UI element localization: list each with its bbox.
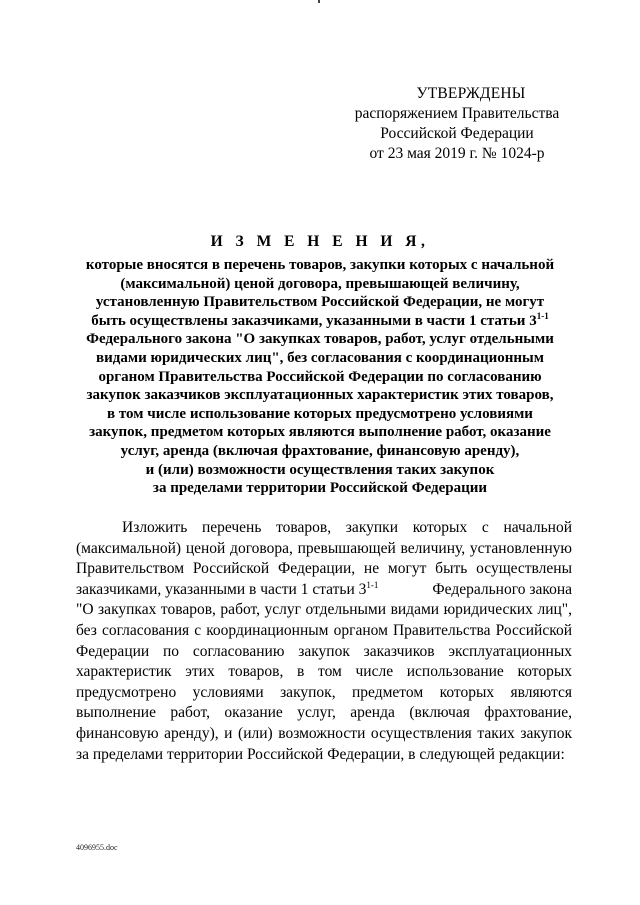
approval-title: УТВЕРЖДЕНЫ — [416, 85, 526, 102]
subheading-line: услуг, аренда (включая фрахтование, финансовую аренду), — [120, 442, 520, 459]
body-line: (максимальной) ценой договора, превышающей величину, установленную — [76, 539, 572, 557]
body-line: Изложить перечень товаров, закупки которых с начальной — [122, 519, 572, 536]
body-line: Федерации по согласованию закупок заказчиков эксплуатационных — [76, 642, 572, 660]
document-subheading — [60, 256, 580, 498]
body-line — [76, 580, 572, 601]
subheading-line: закупок заказчиков эксплуатационных характеристик этих товаров, — [86, 387, 554, 404]
subheading-line: Федерального закона "О закупках товаров, работ, услуг отдельными — [86, 331, 554, 348]
subheading-line: и (или) возможности осуществления таких закупок — [145, 461, 495, 478]
body-paragraph — [76, 518, 572, 765]
body-line: характеристик этих товаров, в том числе использование которых — [76, 663, 572, 681]
page-top-mark — [318, 0, 320, 3]
body-line: "О закупках товаров, работ, услуг отдельными видами юридических лиц", — [76, 601, 572, 619]
body-line-text: заказчиками, указанными в части 1 статьи 3 — [76, 580, 367, 598]
subheading-line: (максимальной) ценой договора, превышающей величину, — [120, 275, 520, 292]
subheading-line: за пределами территории Российской Федерации — [152, 480, 488, 497]
subheading-line: органом Правительства Российской Федерации по согласованию — [98, 368, 542, 385]
subheading-line — [60, 312, 580, 331]
approval-line-2: Российской Федерации — [380, 125, 534, 142]
body-line-part — [76, 580, 378, 601]
subheading-line: которые вносятся в перечень товаров, закупки которых с начальной — [85, 257, 555, 273]
subheading-line: в том числе использование которых предусмотрено условиями — [107, 405, 533, 422]
body-line: предусмотрено условиями закупок, предметом которых являются — [76, 683, 572, 701]
body-line: за пределами территории Российской Федерации, в следующей редакции: — [76, 745, 565, 763]
approval-line-3: от 23 мая 2019 г. № 1024-р — [369, 145, 545, 162]
body-line: выполнение работ, оказание услуг, аренда (включая фрахтование, — [76, 704, 572, 722]
subheading-line-text: быть осуществлены заказчиками, указанными в части 1 статьи 3 — [91, 312, 537, 329]
file-name-footer: 4096955.doc — [76, 843, 118, 852]
article-superscript: 1-1 — [366, 579, 379, 590]
subheading-line: установленную Правительством Российской Федерации, не могут — [95, 294, 545, 311]
approval-line-1: распоряжением Правительства — [354, 105, 560, 122]
approval-block — [352, 84, 562, 164]
subheading-line: закупок, предметом которых являются выполнение работ, оказание — [89, 424, 551, 441]
body-line-part: Федерального закона — [432, 580, 572, 598]
document-heading: И З М Е Н Е Н И Я, — [210, 233, 430, 250]
body-line: без согласования с координационным органом Правительства Российской — [76, 621, 572, 639]
body-line: финансовую аренду), и (или) возможности осуществления таких закупок — [76, 724, 572, 742]
subheading-line: видами юридических лиц", без согласования с координационным — [96, 349, 544, 366]
body-line: Правительством Российской Федерации, не могут быть осуществлены — [76, 560, 572, 578]
article-superscript: 1-1 — [536, 310, 549, 321]
